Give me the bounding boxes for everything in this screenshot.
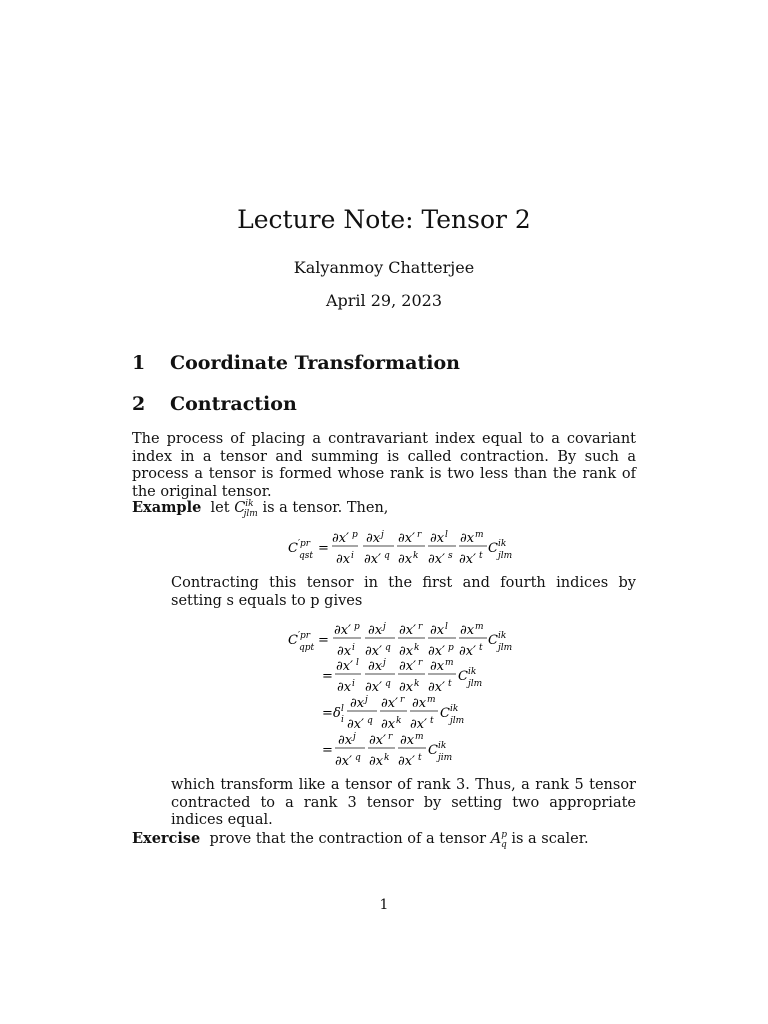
document-title: Lecture Note: Tensor 2 — [237, 205, 531, 234]
svg-text:=: = — [322, 743, 333, 758]
svg-text:i: i — [352, 643, 355, 653]
svg-text:∂x′: ∂x′ — [459, 552, 477, 567]
svg-text:r: r — [417, 530, 422, 540]
svg-text:t: t — [430, 716, 434, 726]
svg-text:m: m — [475, 622, 484, 632]
section-number: 2 — [132, 393, 146, 415]
svg-text:∂x′: ∂x′ — [399, 659, 417, 674]
contracting-paragraph: Contracting this tensor in the first and fourth indices by setting s equals to p gives — [171, 575, 636, 609]
svg-text:C: C — [288, 541, 298, 556]
author-name: Kalyanmoy Chatterjee — [293, 258, 475, 277]
exercise-text-before: prove that the contraction of a tensor — [209, 830, 487, 847]
svg-text:t: t — [448, 679, 452, 689]
svg-text:k: k — [414, 679, 420, 689]
svg-text:jim: jim — [438, 753, 453, 763]
svg-text:l: l — [445, 622, 448, 632]
svg-text:m: m — [475, 530, 484, 540]
svg-text:∂x: ∂x — [338, 733, 353, 748]
svg-text:∂x: ∂x — [460, 531, 475, 546]
svg-text:l: l — [341, 704, 344, 714]
svg-text:qst: qst — [299, 551, 313, 561]
svg-text:∂x′: ∂x′ — [459, 644, 477, 659]
svg-text:jlm: jlm — [468, 679, 483, 689]
transform-paragraph: which transform like a tensor of rank 3. Thus, a rank 5 tensor contracted to a rank 3 tensor by setting two appropriate indices equal. — [171, 777, 636, 828]
svg-text:C: C — [488, 633, 498, 648]
equation-svg — [288, 528, 528, 568]
contraction-equation-block — [288, 620, 528, 774]
section-heading-2 — [132, 393, 297, 415]
svg-text:ik: ik — [438, 741, 447, 751]
tensor-symbol: $A^p_q$ — [490, 830, 507, 850]
svg-text:j: j — [353, 732, 356, 742]
svg-text:∂x: ∂x — [430, 659, 445, 674]
svg-text:C: C — [428, 743, 438, 758]
svg-text:∂x: ∂x — [412, 696, 427, 711]
svg-text:r: r — [388, 732, 393, 742]
svg-text:m: m — [427, 695, 436, 705]
svg-text:∂x′: ∂x′ — [428, 680, 446, 695]
svg-text:j: j — [365, 695, 368, 705]
document-date: April 29, 2023 — [325, 291, 442, 310]
svg-text:∂x′: ∂x′ — [335, 754, 353, 769]
section-title: Contraction — [170, 393, 297, 415]
svg-text:∂x: ∂x — [399, 680, 414, 695]
svg-text:∂x: ∂x — [337, 680, 352, 695]
svg-text:t: t — [479, 551, 483, 561]
svg-text:∂x: ∂x — [430, 531, 445, 546]
svg-text:m: m — [415, 732, 424, 742]
svg-text:∂x′: ∂x′ — [332, 531, 350, 546]
example-line — [132, 496, 636, 523]
svg-text:ik: ik — [450, 704, 459, 714]
section-title: Coordinate Transformation — [170, 352, 460, 374]
svg-text:q: q — [385, 643, 391, 653]
svg-text:r: r — [400, 695, 405, 705]
svg-text:jlm: jlm — [498, 551, 513, 561]
svg-text:C: C — [458, 669, 468, 684]
svg-text:∂x: ∂x — [399, 644, 414, 659]
example-text-after: is a tensor. Then, — [262, 499, 389, 516]
svg-text:δ: δ — [333, 706, 341, 721]
svg-text:∂x′: ∂x′ — [398, 531, 416, 546]
svg-text:C: C — [288, 633, 298, 648]
svg-text:j: j — [383, 658, 386, 668]
svg-text:C: C — [488, 541, 498, 556]
svg-text:∂x: ∂x — [460, 623, 475, 638]
svg-text:∂x′: ∂x′ — [428, 552, 446, 567]
page-number: 1 — [379, 897, 389, 913]
equation-svg — [288, 620, 528, 770]
svg-text:′pr: ′pr — [298, 631, 311, 641]
svg-text:i: i — [352, 679, 355, 689]
svg-text:q: q — [355, 753, 361, 763]
svg-text:p: p — [448, 643, 454, 653]
svg-text:j: j — [383, 622, 386, 632]
svg-text:∂x: ∂x — [381, 717, 396, 732]
svg-text:k: k — [384, 753, 390, 763]
svg-text:∂x′: ∂x′ — [365, 644, 383, 659]
svg-text:∂x′: ∂x′ — [336, 659, 354, 674]
svg-text:r: r — [418, 622, 423, 632]
svg-text:k: k — [396, 716, 402, 726]
svg-text:i: i — [341, 715, 344, 725]
svg-text:r: r — [418, 658, 423, 668]
svg-text:k: k — [414, 643, 420, 653]
example-text-before: let — [210, 499, 230, 516]
example-label: Example — [132, 498, 202, 516]
svg-text:∂x′: ∂x′ — [334, 623, 352, 638]
svg-text:∂x: ∂x — [336, 552, 351, 567]
svg-text:∂x: ∂x — [350, 696, 365, 711]
svg-text:=: = — [318, 633, 329, 648]
svg-text:q: q — [385, 679, 391, 689]
svg-text:qpt: qpt — [299, 643, 315, 653]
svg-text:∂x′: ∂x′ — [347, 717, 365, 732]
svg-text:ik: ik — [498, 631, 507, 641]
svg-text:∂x′: ∂x′ — [369, 733, 387, 748]
svg-text:l: l — [445, 530, 448, 540]
svg-text:∂x: ∂x — [369, 754, 384, 769]
svg-text:∂x: ∂x — [368, 623, 383, 638]
svg-text:∂x′: ∂x′ — [428, 644, 446, 659]
svg-text:∂x: ∂x — [398, 552, 413, 567]
svg-text:∂x′: ∂x′ — [399, 623, 417, 638]
svg-text:=: = — [318, 541, 329, 556]
exercise-label: Exercise — [132, 829, 201, 847]
exercise-text-after: is a scaler. — [511, 830, 589, 847]
section-number: 1 — [132, 352, 146, 374]
tensor-symbol: $C^{ik}_{jlm}$ — [234, 499, 258, 519]
svg-text:q: q — [367, 716, 373, 726]
svg-text:∂x: ∂x — [400, 733, 415, 748]
contraction-paragraph: The process of placing a contravariant index equal to a covariant index in a tensor and summing is called contraction. By such a process a tensor is formed whose rank is two less than the rank of the original tensor. — [132, 431, 636, 500]
svg-text:p: p — [354, 622, 360, 632]
svg-text:∂x: ∂x — [366, 531, 381, 546]
svg-text:′pr: ′pr — [298, 539, 311, 549]
svg-text:s: s — [448, 551, 453, 561]
svg-text:jlm: jlm — [498, 643, 513, 653]
svg-text:k: k — [413, 551, 419, 561]
svg-text:∂x: ∂x — [430, 623, 445, 638]
svg-text:=: = — [322, 706, 333, 721]
svg-text:p: p — [352, 530, 358, 540]
svg-text:t: t — [418, 753, 422, 763]
svg-text:∂x′: ∂x′ — [365, 680, 383, 695]
svg-text:ik: ik — [468, 667, 477, 677]
svg-text:l: l — [356, 658, 359, 668]
svg-text:∂x: ∂x — [337, 644, 352, 659]
svg-text:=: = — [322, 669, 333, 684]
svg-text:i: i — [351, 551, 354, 561]
svg-text:t: t — [479, 643, 483, 653]
svg-text:q: q — [384, 551, 390, 561]
svg-text:∂x′: ∂x′ — [410, 717, 428, 732]
exercise-line — [132, 827, 636, 854]
svg-text:∂x′: ∂x′ — [398, 754, 416, 769]
svg-text:C: C — [440, 706, 450, 721]
section-heading-1 — [132, 352, 460, 374]
svg-text:∂x′: ∂x′ — [364, 552, 382, 567]
svg-text:∂x: ∂x — [368, 659, 383, 674]
svg-text:ik: ik — [498, 539, 507, 549]
svg-text:m: m — [445, 658, 454, 668]
svg-text:jlm: jlm — [450, 716, 465, 726]
transformation-equation — [288, 528, 528, 572]
svg-text:∂x′: ∂x′ — [381, 696, 399, 711]
svg-text:j: j — [381, 530, 384, 540]
